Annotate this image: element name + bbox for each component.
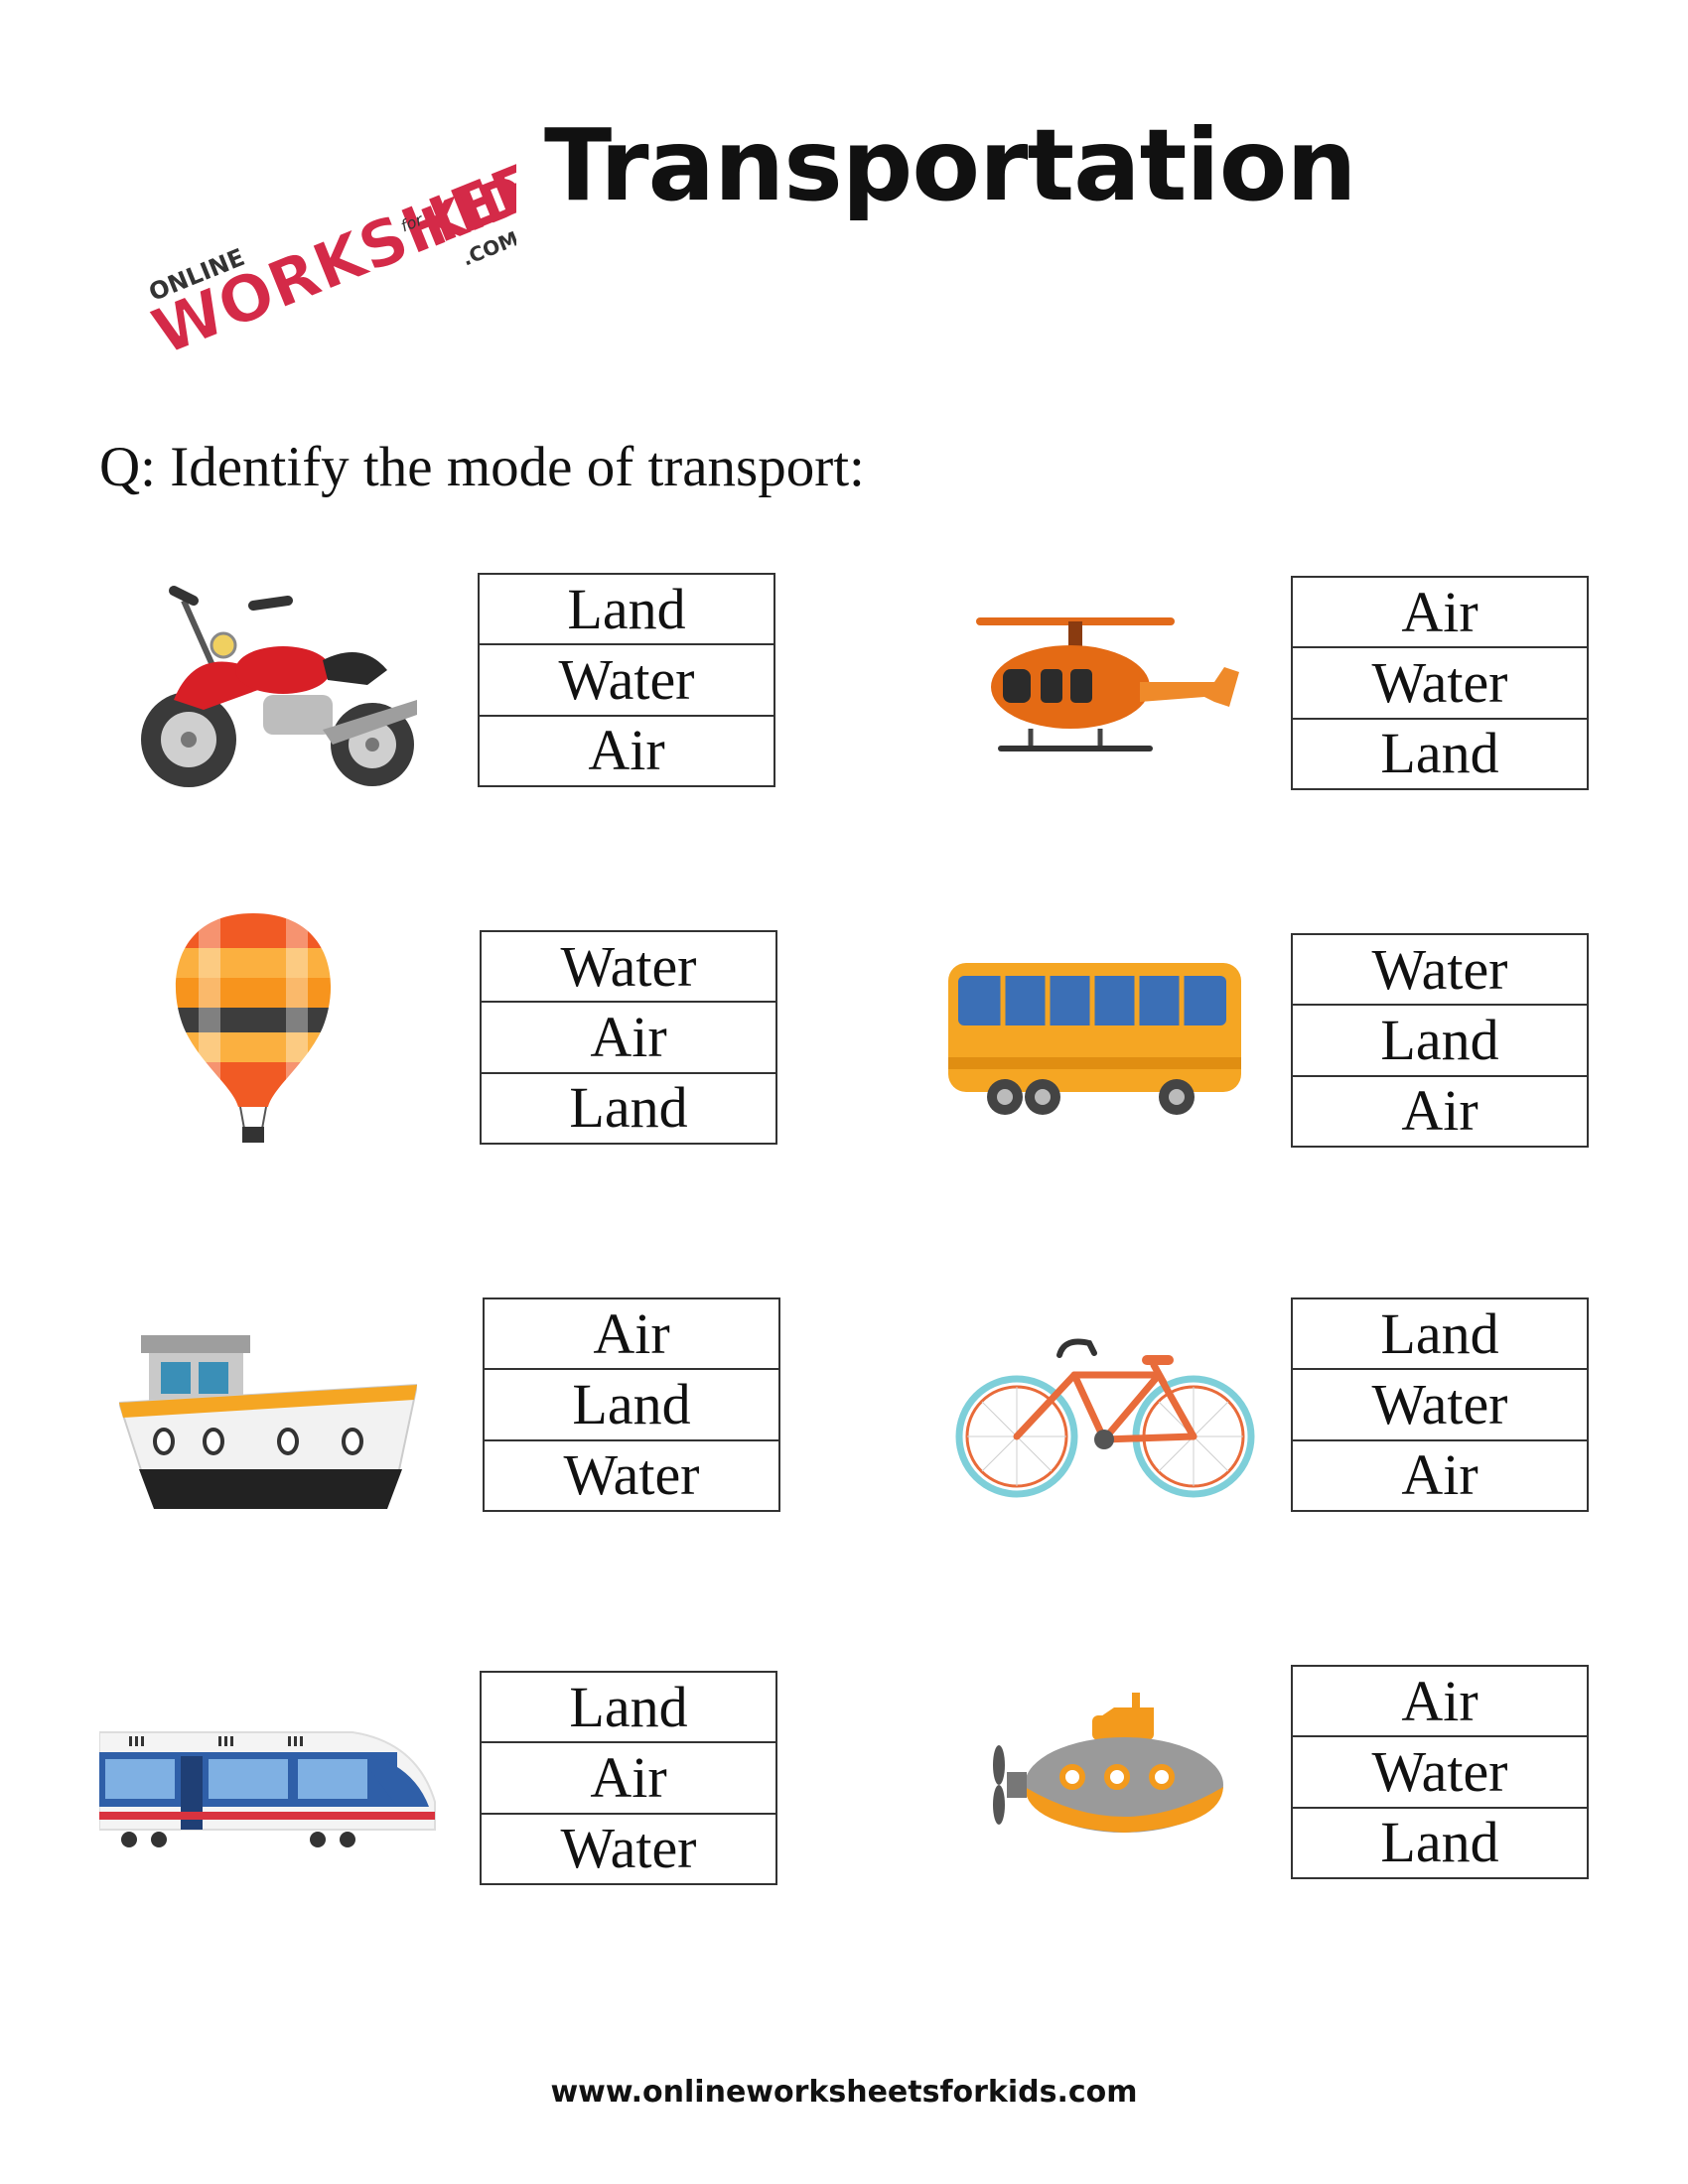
option-air[interactable]: Air: [1293, 578, 1587, 648]
option-land[interactable]: Land: [1293, 1006, 1587, 1076]
options-box-motorcycle: [478, 573, 775, 787]
option-water[interactable]: Water: [1293, 648, 1587, 719]
options-box-bus: [1291, 933, 1589, 1148]
option-water[interactable]: Water: [1293, 935, 1587, 1006]
options-box-balloon: [480, 930, 777, 1145]
option-water[interactable]: Water: [563, 1442, 700, 1508]
option-land[interactable]: Land: [1380, 1810, 1499, 1875]
submarine-icon: [985, 1688, 1228, 1856]
logo-kids-text: KIDS: [412, 147, 516, 260]
option-water[interactable]: Water: [480, 645, 774, 716]
option-land[interactable]: Land: [482, 1673, 775, 1743]
logo-worksheets-text: WORKSHEETS: [142, 115, 516, 357]
option-water[interactable]: Water: [1293, 1737, 1587, 1808]
footer-url: www.onlineworksheetsforkids.com: [550, 2075, 1138, 2110]
option-air[interactable]: Air: [482, 1003, 775, 1073]
helicopter-icon: [971, 608, 1249, 766]
option-land[interactable]: Land: [1293, 1299, 1587, 1370]
logo-for-text: for: [397, 209, 426, 236]
option-air[interactable]: Air: [1401, 1078, 1478, 1144]
option-air[interactable]: Air: [1401, 1442, 1478, 1508]
option-land[interactable]: Land: [1380, 721, 1499, 786]
options-box-train: [480, 1671, 777, 1885]
question-text: Q: Identify the mode of transport:: [99, 436, 865, 498]
option-air[interactable]: Air: [1293, 1667, 1587, 1737]
page-title: Transportation: [544, 107, 1356, 223]
option-water[interactable]: Water: [560, 1816, 697, 1881]
option-air[interactable]: Air: [482, 1743, 775, 1814]
bus-icon: [943, 958, 1251, 1122]
options-box-ship: [483, 1297, 780, 1512]
motorcycle-icon: [134, 581, 422, 794]
bicycle-icon: [955, 1325, 1258, 1499]
logo-com-text: .COM: [458, 226, 516, 271]
option-water[interactable]: Water: [1293, 1370, 1587, 1440]
logo-online-text: ONLINE: [145, 243, 249, 307]
ship-icon: [119, 1330, 417, 1514]
options-box-helicopter: [1291, 576, 1589, 790]
option-land[interactable]: Land: [480, 575, 774, 645]
hot-air-balloon-icon: [159, 908, 348, 1147]
option-air[interactable]: Air: [485, 1299, 778, 1370]
option-water[interactable]: Water: [482, 932, 775, 1003]
options-box-submarine: [1291, 1665, 1589, 1879]
option-land[interactable]: Land: [485, 1370, 778, 1440]
option-land[interactable]: Land: [569, 1075, 688, 1141]
site-logo: [99, 109, 516, 357]
option-air[interactable]: Air: [588, 718, 665, 783]
options-box-bicycle: [1291, 1297, 1589, 1512]
train-icon: [99, 1722, 437, 1851]
